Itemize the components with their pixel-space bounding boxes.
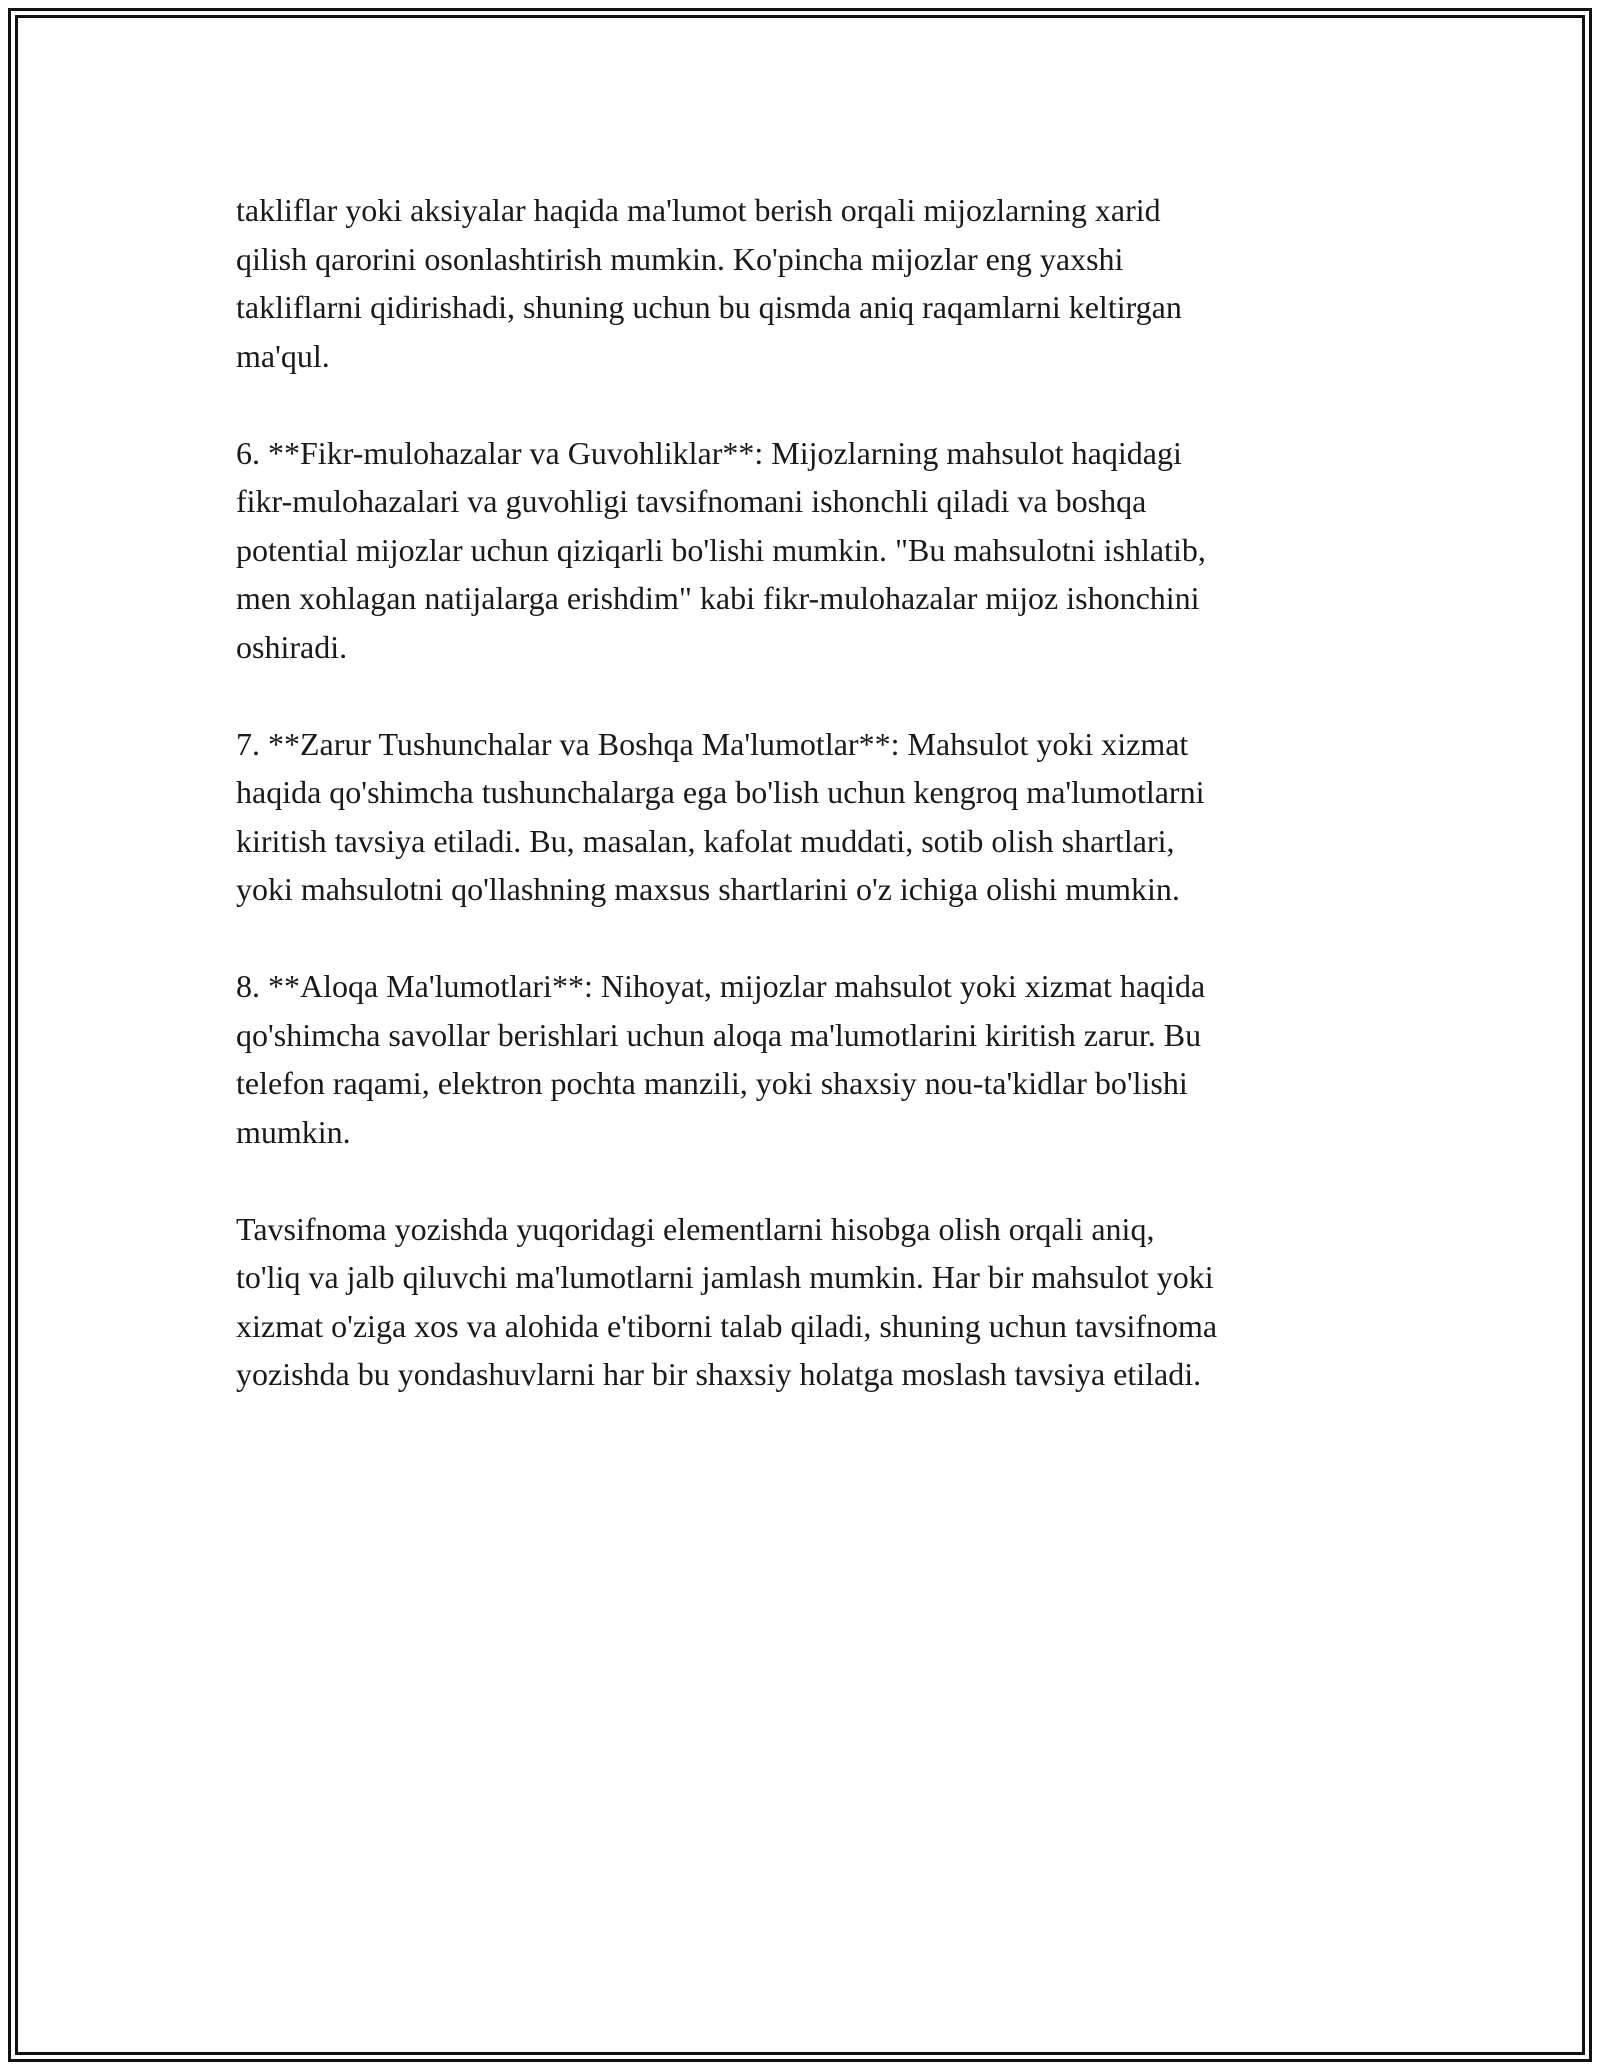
text-line: qo'shimcha savollar berishlari uchun aloqa ma'lumotlarini kiritish zarur. Bu: [236, 1016, 1202, 1053]
paragraph-item-8-contact: [236, 962, 1376, 1156]
text-line: ma'qul.: [236, 337, 330, 374]
text-line: 7. **Zarur Tushunchalar va Boshqa Ma'lumotlar**: Mahsulot yoki xizmat: [236, 725, 1189, 762]
paragraph-conclusion: [236, 1205, 1376, 1399]
text-line: kiritish tavsiya etiladi. Bu, masalan, kafolat muddati, sotib olish shartlari,: [236, 822, 1175, 859]
text-line: qilish qarorini osonlashtirish mumkin. Ko'pincha mijozlar eng yaxshi: [236, 240, 1124, 277]
text-line: xizmat o'ziga xos va alohida e'tiborni talab qiladi, shuning uchun tavsifnoma: [236, 1307, 1218, 1344]
text-line: takliflarni qidirishadi, shuning uchun bu qismda aniq raqamlarni keltirgan: [236, 289, 1182, 325]
text-line: fikr-mulohazalari va guvohligi tavsifnomani ishonchli qiladi va boshqa: [236, 483, 1147, 519]
text-line: yoki mahsulotni qo'llashning maxsus shartlarini o'z ichiga olishi mumkin.: [236, 871, 1180, 907]
paragraph-item-7-concepts: [236, 720, 1376, 914]
text-line: men xohlagan natijalarga erishdim" kabi fikr-mulohazalar mijoz ishonchini: [236, 580, 1200, 616]
paragraph-offers-continuation: [236, 186, 1376, 380]
text-line: takliflar yoki aksiyalar haqida ma'lumot berish orqali mijozlarning xarid: [236, 192, 1161, 228]
text-line: 6. **Fikr-mulohazalar va Guvohliklar**: Mijozlarning mahsulot haqidagi: [236, 434, 1182, 471]
text-line: telefon raqami, elektron pochta manzili, yoki shaxsiy nou-ta'kidlar bo'lishi: [236, 1065, 1188, 1101]
text-line: yozishda bu yondashuvlarni har bir shaxsiy holatga moslash tavsiya etiladi.: [236, 1356, 1202, 1392]
document-body: [236, 186, 1376, 1447]
text-line: Tavsifnoma yozishda yuqoridagi elementlarni hisobga olish orqali aniq,: [236, 1210, 1155, 1247]
text-line: haqida qo'shimcha tushunchalarga ega bo'lish uchun kengroq ma'lumotlarni: [236, 774, 1205, 810]
text-line: 8. **Aloqa Ma'lumotlari**: Nihoyat, mijozlar mahsulot yoki xizmat haqida: [236, 968, 1206, 1004]
text-line: oshiradi.: [236, 628, 348, 665]
text-line: to'liq va jalb qiluvchi ma'lumotlarni jamlash mumkin. Har bir mahsulot yoki: [236, 1259, 1214, 1295]
paragraph-item-6-feedback: [236, 429, 1376, 672]
text-line: mumkin.: [236, 1113, 351, 1150]
text-line: potential mijozlar uchun qiziqarli bo'lishi mumkin. "Bu mahsulotni ishlatib,: [236, 531, 1206, 568]
